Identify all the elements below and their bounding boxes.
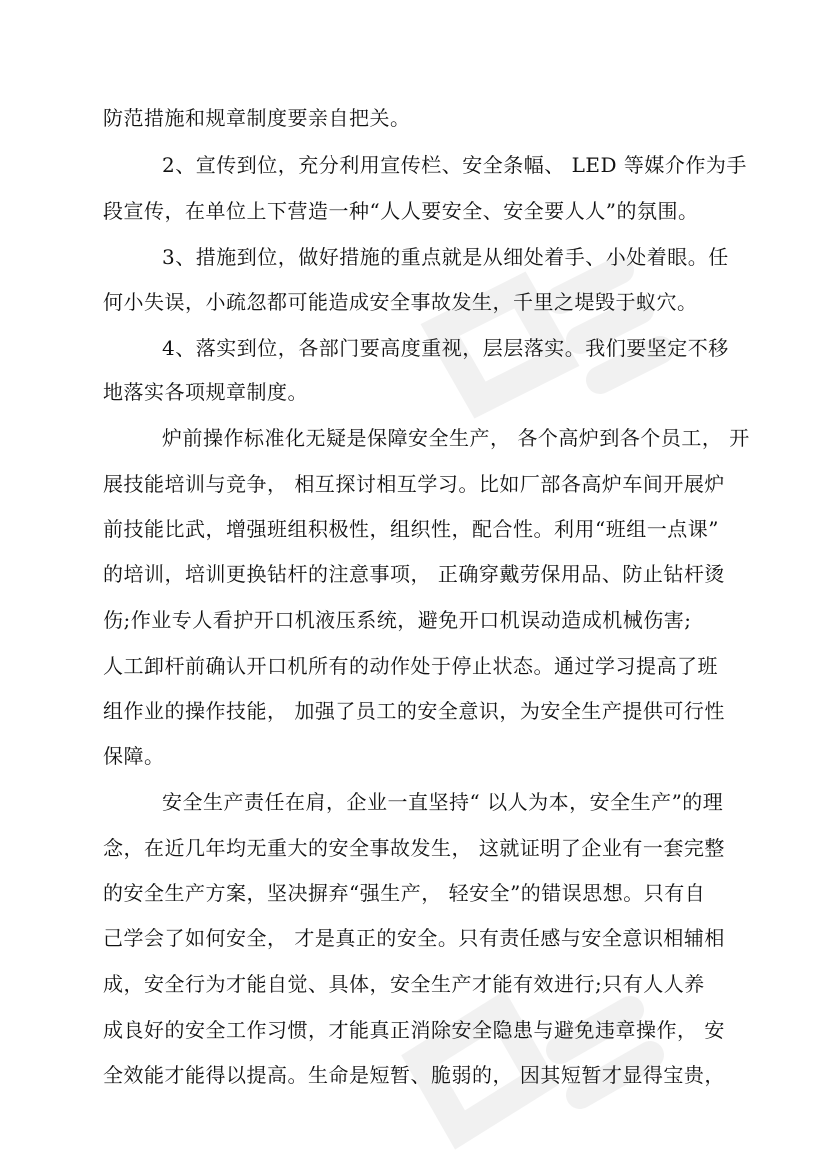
text-line-4: 3、措施到位，做好措施的重点就是从细处着手、小处着眼。任 — [162, 245, 729, 269]
text-line-1: 防范措施和规章制度要亲自把关。 — [103, 106, 411, 130]
text-line-12: 伤;作业专人看护开口机液压系统，避免开口机误动造成机械伤害; — [103, 608, 692, 632]
text-line-17: 念，在近几年均无重大的安全事故发生， 这就证明了企业有一套完整 — [103, 836, 725, 860]
text-line-10: 前技能比武，增强班组积极性，组织性，配合性。利用“班组一点课” — [103, 517, 719, 541]
text-line-3: 段宣传，在单位上下营造一种“人人要安全、安全要人人”的氛围。 — [103, 199, 699, 223]
text-line-11: 的培训，培训更换钻杆的注意事项， 正确穿戴劳保用品、防止钻杆烫 — [103, 562, 725, 586]
text-line-5: 何小失误，小疏忽都可能造成安全事故发生，千里之堤毁于蚁穴。 — [103, 290, 698, 314]
text-line-22: 全效能才能得以提高。生命是短暂、脆弱的， 因其短暂才显得宝贵， — [103, 1063, 725, 1087]
text-line-16: 安全生产责任在肩，企业一直坚持“ 以人为本，安全生产”的理 — [162, 790, 724, 814]
text-line-20: 成，安全行为才能自觉、具体，安全生产才能有效进行;只有人人养 — [103, 972, 705, 996]
text-line-18: 的安全生产方案，坚决摒弃“强生产， 轻安全”的错误思想。只有自 — [103, 881, 706, 905]
text-line-15: 保障。 — [103, 744, 165, 768]
text-line-13: 人工卸杆前确认开口机所有的动作处于停止状态。通过学习提高了班 — [103, 654, 718, 678]
text-line-7: 地落实各项规章制度。 — [103, 380, 308, 404]
text-line-8: 炉前操作标准化无疑是保障安全生产， 各个高炉到各个员工， 开 — [162, 426, 750, 450]
text-line-2: 2、宣传到位，充分利用宣传栏、安全条幅、 LED 等媒介作为手 — [162, 153, 747, 177]
text-line-14: 组作业的操作技能， 加强了员工的安全意识，为安全生产提供可行性 — [103, 699, 725, 723]
text-line-21: 成良好的安全工作习惯，才能真正消除安全隐患与避免违章操作， 安 — [103, 1018, 725, 1042]
text-line-19: 己学会了如何安全， 才是真正的安全。只有责任感与安全意识相辅相 — [103, 926, 725, 950]
text-line-6: 4、落实到位，各部门要高度重视，层层落实。我们要坚定不移 — [162, 336, 729, 360]
text-line-9: 展技能培训与竞争， 相互探讨相互学习。比如厂部各高炉车间开展炉 — [103, 472, 725, 496]
